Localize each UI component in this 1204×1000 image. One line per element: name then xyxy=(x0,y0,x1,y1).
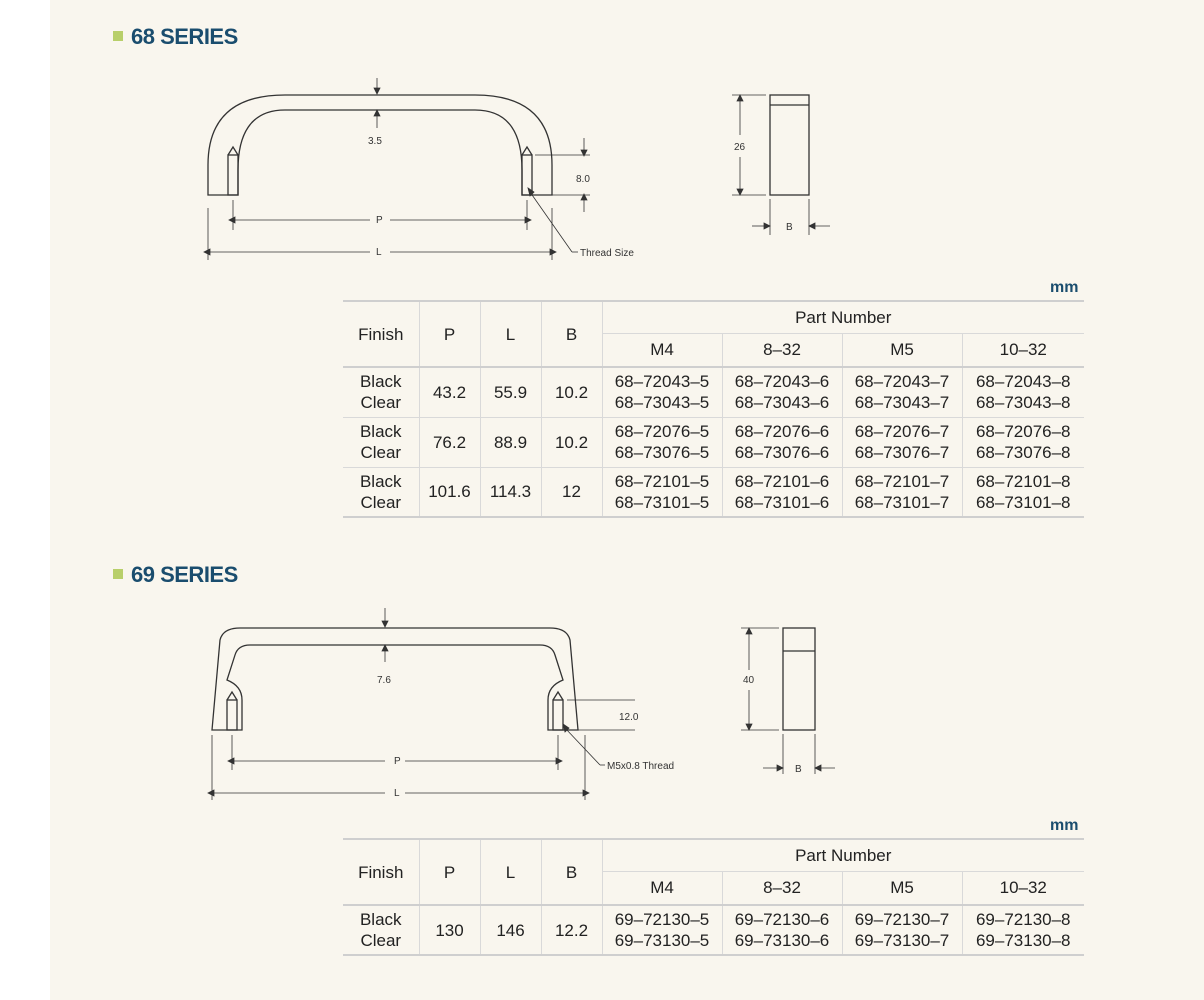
cell-value: 68–73043–6 xyxy=(734,393,830,413)
cell-value: 68–73076–8 xyxy=(975,443,1071,462)
cell-value: 69–72130–8 xyxy=(975,910,1071,929)
cell-value: 68–72076–5 xyxy=(614,422,710,441)
series-69-heading: 69 SERIES xyxy=(113,562,238,588)
cell-value: 68–73043–5 xyxy=(614,393,710,413)
series-69-front-drawing xyxy=(195,600,705,805)
bullet-square-icon xyxy=(113,31,123,41)
cell-value: 68–73043–8 xyxy=(975,393,1071,413)
bullet-square-icon xyxy=(113,569,123,579)
table-cell xyxy=(962,367,1084,417)
cell-value: 68–72101–7 xyxy=(854,471,950,491)
table-cell: 88.9 xyxy=(480,417,541,467)
table-cell xyxy=(602,905,722,955)
table-cell xyxy=(722,417,842,467)
cell-value: 69–73130–5 xyxy=(614,931,710,950)
header-thread-10-32: 10–32 xyxy=(962,333,1084,367)
cell-value: 69–73130–7 xyxy=(854,931,950,950)
series-69-side-drawing xyxy=(735,618,855,783)
cell-value: 68–73101–6 xyxy=(734,492,830,512)
header-thread-m4: M4 xyxy=(602,871,722,905)
cell-value: 68–73101–7 xyxy=(854,492,950,512)
header-thread-8-32: 8–32 xyxy=(722,871,842,905)
header-part-number: Part Number xyxy=(602,301,1084,333)
table-cell xyxy=(343,417,419,467)
dim-height-label: 40 xyxy=(743,675,755,686)
table-row xyxy=(343,367,1084,417)
table-cell xyxy=(962,467,1084,517)
cell-value: Black xyxy=(359,372,402,392)
table-cell xyxy=(962,905,1084,955)
cell-value: 69–72130–6 xyxy=(734,910,830,929)
header-finish: Finish xyxy=(343,301,419,367)
header-finish: Finish xyxy=(343,839,419,905)
header-thread-8-32: 8–32 xyxy=(722,333,842,367)
cell-value: 68–73101–8 xyxy=(975,492,1071,512)
cell-value: 68–73101–5 xyxy=(614,492,710,512)
cell-value: 69–72130–5 xyxy=(614,910,710,929)
series-68-front-drawing xyxy=(190,70,660,270)
cell-value: 68–72076–8 xyxy=(975,422,1071,441)
table-cell xyxy=(842,905,962,955)
cell-value: 68–72043–7 xyxy=(854,372,950,392)
table-cell: 76.2 xyxy=(419,417,480,467)
unit-label: mm xyxy=(1050,817,1079,834)
cell-value: Black xyxy=(359,910,402,929)
cell-value: 68–72043–8 xyxy=(975,372,1071,392)
cell-value: 69–73130–8 xyxy=(975,931,1071,950)
table-cell: 146 xyxy=(480,905,541,955)
header-l: L xyxy=(480,301,541,367)
cell-value: 68–72043–6 xyxy=(734,372,830,392)
table-cell xyxy=(602,467,722,517)
table-cell xyxy=(722,367,842,417)
header-b: B xyxy=(541,839,602,905)
table-cell: 12 xyxy=(541,467,602,517)
table-cell: 114.3 xyxy=(480,467,541,517)
table-cell xyxy=(722,905,842,955)
table-cell xyxy=(343,367,419,417)
dim-side-label: 8.0 xyxy=(576,174,590,185)
header-thread-m5: M5 xyxy=(842,333,962,367)
dim-b-label: B xyxy=(795,764,802,775)
thread-size-label: M5x0.8 Thread xyxy=(607,761,675,772)
cell-value: 68–72076–6 xyxy=(734,422,830,441)
series-69-spec-table xyxy=(343,838,1084,956)
table-cell xyxy=(602,417,722,467)
series-68-spec-table xyxy=(343,300,1084,518)
header-part-number: Part Number xyxy=(602,839,1084,871)
cell-value: 68–72076–7 xyxy=(854,422,950,441)
cell-value: Clear xyxy=(360,931,402,950)
table-cell xyxy=(842,417,962,467)
table-cell xyxy=(602,367,722,417)
header-l: L xyxy=(480,839,541,905)
table-cell xyxy=(842,467,962,517)
table-cell xyxy=(722,467,842,517)
cell-value: Clear xyxy=(360,443,402,462)
cell-value: 68–72101–6 xyxy=(734,471,830,491)
table-row xyxy=(343,905,1084,955)
cell-value: 69–73130–6 xyxy=(734,931,830,950)
table-cell: 10.2 xyxy=(541,367,602,417)
header-b: B xyxy=(541,301,602,367)
series-68-side-drawing xyxy=(720,85,850,245)
dim-p-label: P xyxy=(394,756,401,767)
cell-value: Black xyxy=(359,422,402,441)
table-cell: 130 xyxy=(419,905,480,955)
table-row xyxy=(343,467,1084,517)
table-cell: 12.2 xyxy=(541,905,602,955)
table-cell xyxy=(343,905,419,955)
table-cell: 55.9 xyxy=(480,367,541,417)
cell-value: 68–73076–5 xyxy=(614,443,710,462)
cell-value: 68–73076–6 xyxy=(734,443,830,462)
table-cell xyxy=(343,467,419,517)
header-p: P xyxy=(419,839,480,905)
dim-height-label: 26 xyxy=(734,142,746,153)
cell-value: 68–73043–7 xyxy=(854,393,950,413)
cell-value: Clear xyxy=(360,492,402,512)
header-thread-m4: M4 xyxy=(602,333,722,367)
table-cell xyxy=(842,367,962,417)
unit-label: mm xyxy=(1050,279,1079,296)
cell-value: 68–72101–5 xyxy=(614,471,710,491)
table-cell: 10.2 xyxy=(541,417,602,467)
cell-value: 68–73076–7 xyxy=(854,443,950,462)
header-thread-m5: M5 xyxy=(842,871,962,905)
table-cell: 43.2 xyxy=(419,367,480,417)
table-cell xyxy=(962,417,1084,467)
cell-value: 69–72130–7 xyxy=(854,910,950,929)
table-row xyxy=(343,417,1084,467)
dim-l-label: L xyxy=(394,788,400,799)
dim-p-label: P xyxy=(376,215,383,226)
dim-l-label: L xyxy=(376,247,382,258)
cell-value: Black xyxy=(359,471,402,491)
dim-top-label: 7.6 xyxy=(377,675,391,686)
series-68-heading: 68 SERIES xyxy=(113,24,238,50)
thread-size-label: Thread Size xyxy=(580,248,634,259)
cell-value: 68–72043–5 xyxy=(614,372,710,392)
cell-value: Clear xyxy=(360,393,402,413)
header-thread-10-32: 10–32 xyxy=(962,871,1084,905)
dim-b-label: B xyxy=(786,222,793,233)
header-p: P xyxy=(419,301,480,367)
dim-top-label: 3.5 xyxy=(368,136,382,147)
dim-side-label: 12.0 xyxy=(619,712,639,723)
table-cell: 101.6 xyxy=(419,467,480,517)
cell-value: 68–72101–8 xyxy=(975,471,1071,491)
